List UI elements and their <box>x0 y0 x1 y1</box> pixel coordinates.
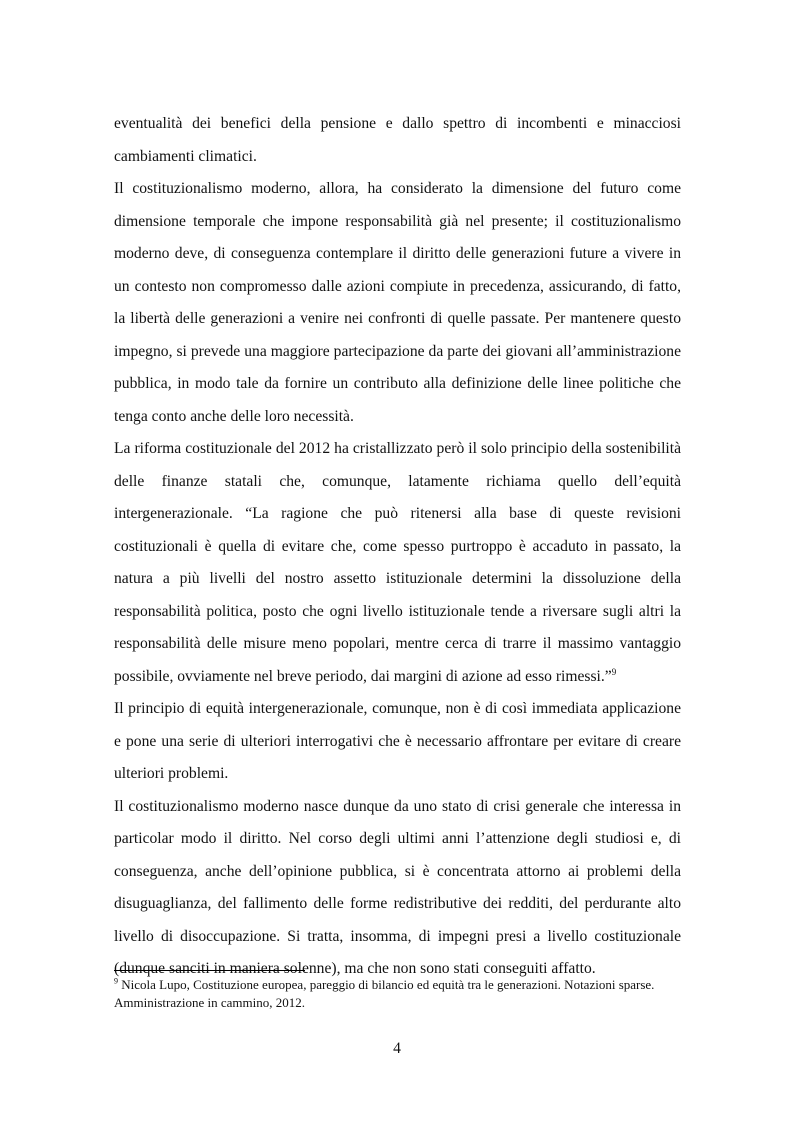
page-number: 4 <box>393 1040 401 1057</box>
paragraph-4: Il principio di equità intergenerazionale, comunque, non è di così immediata applicazione e pone una serie di ulteriori interrogativi che è necessario affrontare per evitare di creare ulteriori problemi. <box>114 700 681 782</box>
footnote-reference[interactable]: 9 <box>611 666 617 677</box>
footnote-separator <box>114 970 305 971</box>
paragraph-3-text: La riforma costituzionale del 2012 ha cristallizzato però il solo principio della sostenibilità delle finanze statali che, comunque, latamente richiama quello dell’equità intergenerazionale. “La ragione che può ritenersi alla base di queste revisioni costituzionali è quella di evitare che, come spesso purtroppo è accaduto in passato, la natura a più livelli del nostro assetto istituzionale determini la dissoluzione della responsabilità politica, posto che ogni livello istituzionale tende a riversare sugli altri la responsabilità delle misure meno popolari, mentre cerca di trarre il massimo vantaggio possibile, ovviamente nel breve periodo, dai margini di azione ad esso rimessi.” <box>114 440 681 685</box>
paragraph-1: eventualità dei benefici della pensione e dallo spettro di incombenti e minacciosi cambiamenti climatici. <box>114 115 681 165</box>
main-text <box>114 108 681 986</box>
footnote <box>114 976 681 1012</box>
footnote-number: 9 <box>114 976 118 986</box>
paragraph-3 <box>114 433 681 693</box>
paragraph-2: Il costituzionalismo moderno, allora, ha considerato la dimensione del futuro come dimensione temporale che impone responsabilità già nel presente; il costituzionalismo moderno deve, di conseguenza contemplare il diritto delle generazioni future a vivere in un contesto non compromesso dalle azioni compiute in precedenza, assicurando, di fatto, la libertà delle generazioni a venire nei confronti di quelle passate. Per mantenere questo impegno, si prevede una maggiore partecipazione da parte dei giovani all’amministrazione pubblica, in modo tale da fornire un contributo alla definizione delle linee politiche che tenga conto anche delle loro necessità. <box>114 180 681 425</box>
footnote-text: Nicola Lupo, Costituzione europea, pareggio di bilancio ed equità tra le generazioni. Notazioni sparse. Amministrazione in cammino, 2012. <box>114 977 655 1010</box>
paragraph-5: Il costituzionalismo moderno nasce dunque da uno stato di crisi generale che interessa in particolar modo il diritto. Nel corso degli ultimi anni l’attenzione degli studiosi e, di conseguenza, anche dell’opinione pubblica, si è concentrata attorno ai problemi della disuguaglianza, del fallimento delle forme redistributive dei redditi, del perdurante alto livello di disoccupazione. Si tratta, insomma, di impegni presi a livello costituzionale (dunque sanciti in maniera solenne), ma che non sono stati conseguiti affatto. <box>114 797 681 977</box>
